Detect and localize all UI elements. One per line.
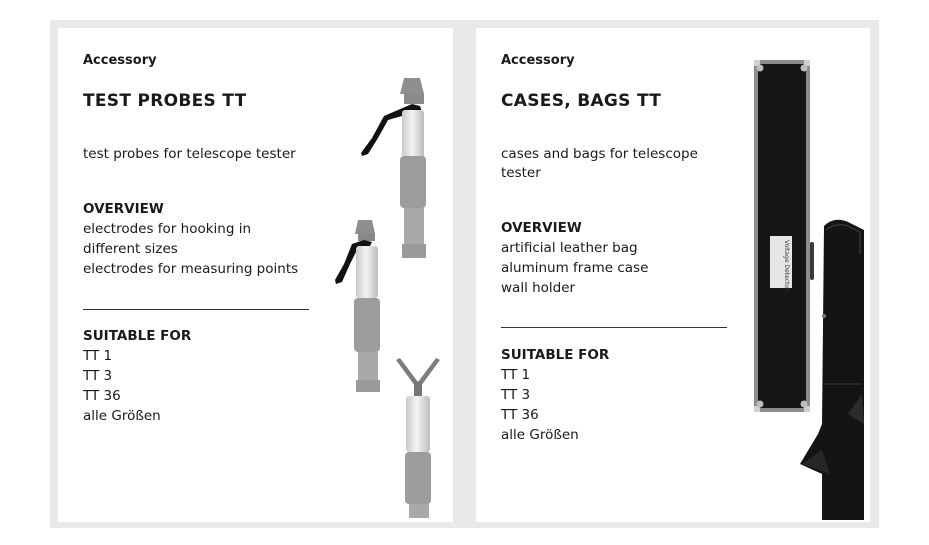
list-item: TT 36	[501, 407, 539, 423]
overview-heading: OVERVIEW	[501, 220, 582, 236]
overview-heading: OVERVIEW	[83, 201, 164, 217]
section-divider	[501, 327, 727, 328]
suitable-list	[501, 365, 579, 445]
card-description	[501, 145, 698, 183]
suitable-heading: SUITABLE FOR	[501, 347, 610, 363]
list-item: TT 1	[83, 348, 113, 364]
list-item: TT 36	[83, 388, 121, 404]
list-item: wall holder	[501, 280, 576, 296]
section-divider	[83, 309, 309, 310]
description-line: cases and bags for telescope	[501, 146, 698, 162]
list-item: alle Größen	[83, 408, 161, 424]
cases-bags-image	[752, 54, 870, 522]
suitable-heading: SUITABLE FOR	[83, 328, 192, 344]
aluminum-case	[754, 60, 814, 412]
hook-probe-small	[335, 220, 380, 392]
suitable-list	[83, 346, 161, 426]
overview-list	[501, 238, 648, 298]
list-item: aluminum frame case	[501, 260, 649, 276]
test-probes-image	[328, 68, 453, 518]
overview-list	[83, 219, 298, 279]
card-description	[83, 145, 296, 164]
product-card-cases-bags[interactable]	[476, 28, 870, 522]
list-item: artificial leather bag	[501, 240, 638, 256]
list-item: TT 3	[501, 387, 531, 403]
card-category-label: Accessory	[501, 53, 575, 68]
page-frame	[50, 20, 879, 528]
product-card-test-probes[interactable]	[58, 28, 453, 522]
list-item: alle Größen	[501, 427, 579, 443]
description-line: tester	[501, 165, 541, 181]
list-item: different sizes	[83, 241, 178, 257]
list-item: TT 3	[83, 368, 113, 384]
card-title: TEST PROBES TT	[83, 91, 247, 111]
description-line: test probes for telescope tester	[83, 146, 296, 162]
list-item: electrodes for hooking in	[83, 221, 252, 237]
card-category-label: Accessory	[83, 53, 157, 68]
v-probe	[396, 358, 440, 518]
list-item: electrodes for measuring points	[83, 261, 299, 277]
card-title: CASES, BAGS TT	[501, 91, 662, 111]
list-item: TT 1	[501, 367, 531, 383]
case-label-text: Voltage Detectors	[783, 240, 790, 294]
